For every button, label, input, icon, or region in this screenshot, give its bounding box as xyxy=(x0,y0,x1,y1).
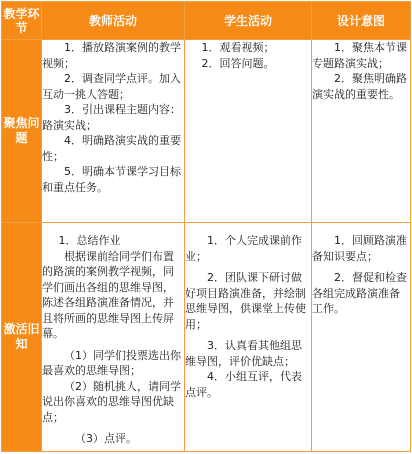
list-item: 2．回答问题。 xyxy=(201,56,275,70)
header-row xyxy=(2,2,411,40)
list-item: 1．聚焦本节课专题路演实战； xyxy=(312,41,407,70)
header-stage: 教学环节 xyxy=(2,2,42,40)
stage-label: 聚焦问题 xyxy=(2,40,42,223)
list-item: 4．明确路演实战的重要性； xyxy=(42,134,181,163)
header-design-intent: 设计意图 xyxy=(312,2,411,40)
student-activity-cell xyxy=(185,40,312,223)
paragraph: 根据课前给同学们布置的路演的案例教学视频，同学们画出各组的思维导图，陈述各组路演准备情况，并且将所画的思维导图上传屏幕。 xyxy=(42,249,174,340)
list-item: 2．聚焦明确路演实战的重要性。 xyxy=(312,72,407,101)
list-item: 1．播放路演案例的教学视频； xyxy=(42,41,181,70)
list-item: 4．小组互评，代表点评。 xyxy=(185,370,302,399)
design-intent-cell xyxy=(312,40,411,223)
list-item: （1）同学们投票选出你最喜欢的思维导图； xyxy=(42,348,181,377)
list-item: 3．认真看其他组思维导图，评价优缺点； xyxy=(185,339,302,368)
list-item: 2．督促和检查各组完成路演准备工作。 xyxy=(312,271,407,315)
teacher-activity-cell xyxy=(42,223,185,452)
list-item: 3．引出课程主题内容：路演实战； xyxy=(42,103,181,132)
header-teacher-activity: 教师活动 xyxy=(42,2,185,40)
row-activate-prior-knowledge xyxy=(2,223,411,452)
stage-label: 激活旧知 xyxy=(2,223,42,452)
header-student-activity: 学生活动 xyxy=(185,2,312,40)
list-item: （2）随机挑人，请同学说出你喜欢的思维导图优缺点； xyxy=(42,379,181,424)
list-item: 2．调查同学点评。加入互动一挑人答题； xyxy=(42,72,181,101)
teacher-activity-cell xyxy=(42,40,185,223)
list-item: 1．回顾路演准备知识要点； xyxy=(312,234,407,263)
list-item: 1．观看视频； xyxy=(201,41,275,54)
list-item: 5．明确本节课学习目标和重点任务。 xyxy=(42,165,181,194)
list-item: 1．总结作业 xyxy=(58,234,121,247)
list-item: 2．团队课下研讨做好项目路演准备，并绘制思维导图，供课堂上传使用； xyxy=(185,271,306,331)
list-item: （3）点评。 xyxy=(75,432,137,445)
list-item: 1．个人完成课前作业； xyxy=(185,234,302,263)
lesson-plan-table xyxy=(1,1,411,452)
student-activity-cell xyxy=(185,223,312,452)
row-focus-problem xyxy=(2,40,411,223)
design-intent-cell xyxy=(312,223,411,452)
